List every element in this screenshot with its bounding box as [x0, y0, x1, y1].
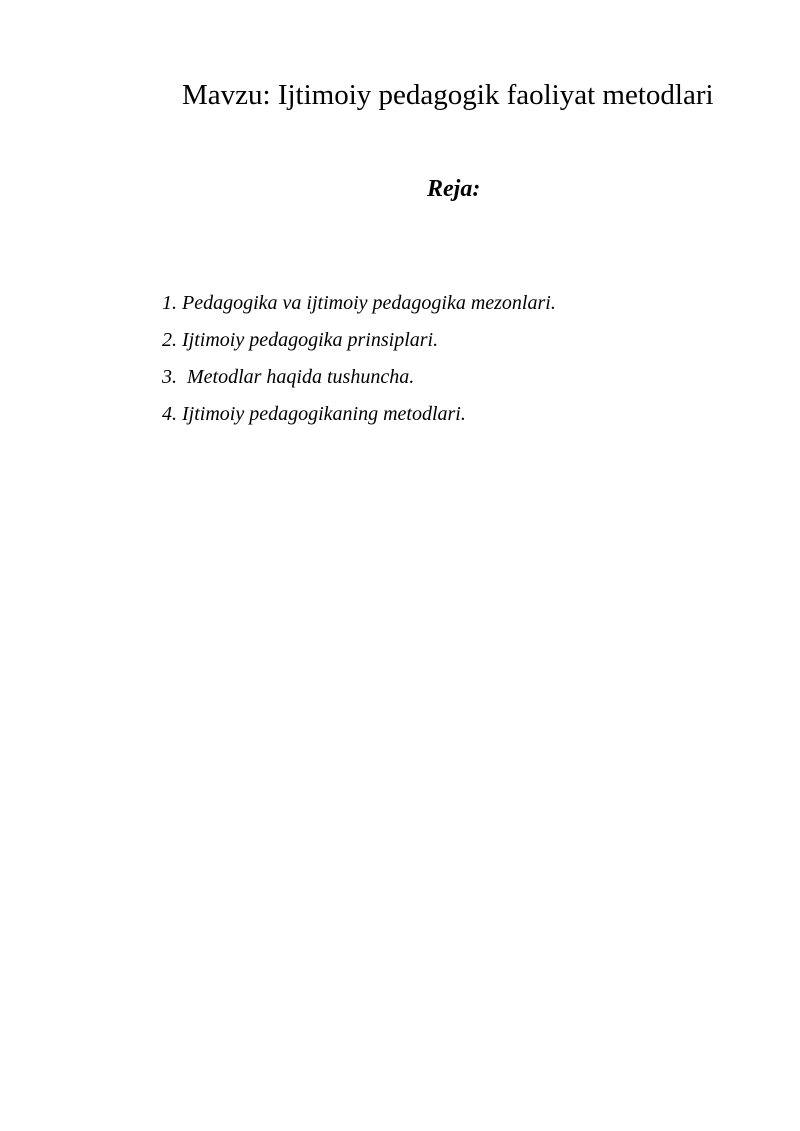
- plan-item-2: 2. Ijtimoiy pedagogika prinsiplari.: [162, 329, 439, 351]
- plan-item-4: 4. Ijtimoiy pedagogikaning metodlari.: [162, 403, 466, 425]
- page-title: Mavzu: Ijtimoiy pedagogik faoliyat metodlari: [182, 79, 714, 111]
- plan-item-1: 1. Pedagogika va ijtimoiy pedagogika mezonlari.: [162, 292, 556, 314]
- plan-list: [162, 285, 556, 433]
- plan-heading: Reja:: [427, 176, 481, 202]
- plan-item-3: 3. Metodlar haqida tushuncha.: [162, 366, 415, 388]
